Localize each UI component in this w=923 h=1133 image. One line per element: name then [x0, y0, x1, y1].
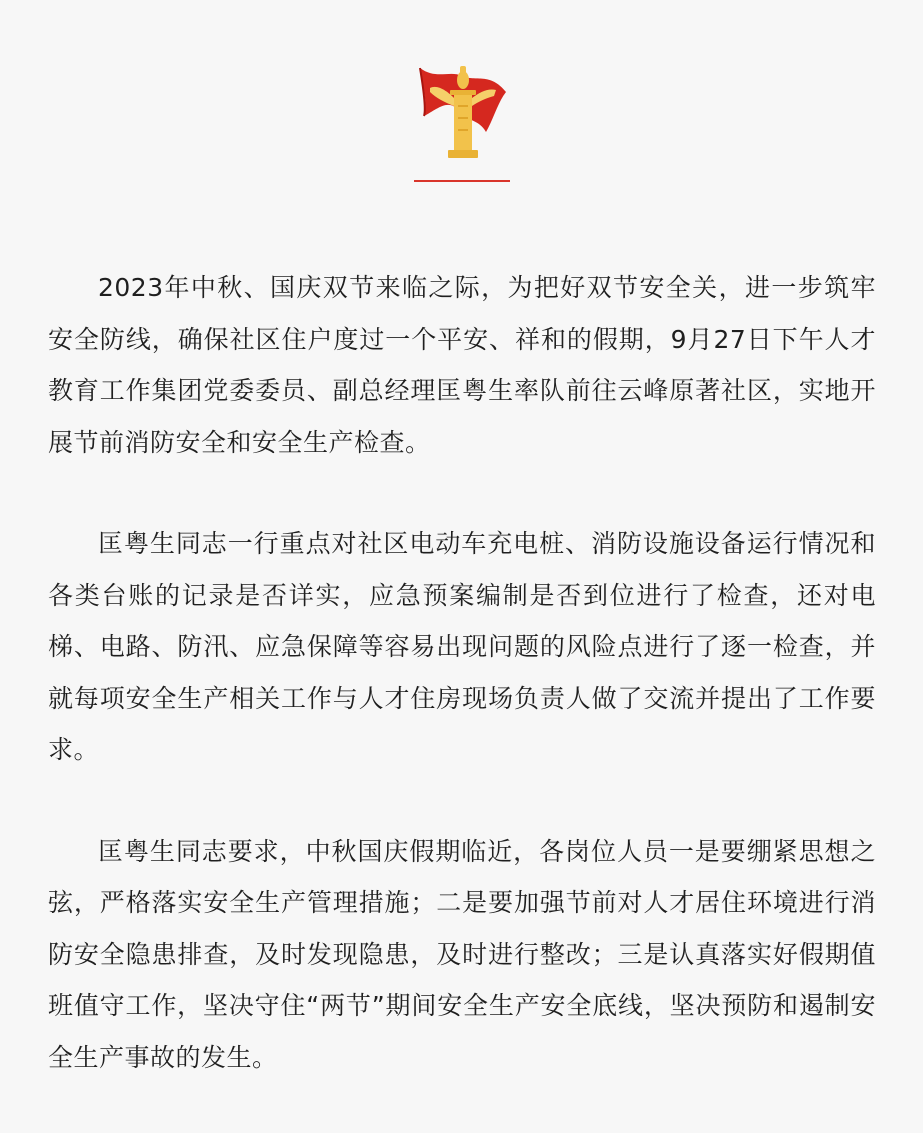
article-body [48, 262, 876, 1133]
paragraph-2: 匡粤生同志一行重点对社区电动车充电桩、消防设施设备运行情况和各类台账的记录是否详实，应急预案编制是否到位进行了检查，还对电梯、电路、防汛、应急保障等容易出现问题的风险点进行了逐一检查，并就每项安全生产相关工作与人才住房现场负责人做了交流并提出了工作要求。 [48, 529, 876, 764]
huabiao-flag-emblem-icon [414, 62, 512, 162]
paragraph-3: 匡粤生同志要求，中秋国庆假期临近，各岗位人员一是要绷紧思想之弦，严格落实安全生产管理措施；二是要加强节前对人才居住环境进行消防安全隐患排查，及时发现隐患，及时进行整改；三是认真落实好假期值班值守工作，坚决守住“两节”期间安全生产安全底线，坚决预防和遏制安全生产事故的发生。 [48, 836, 876, 1072]
header-divider [414, 180, 510, 182]
paragraph-1: 2023年中秋、国庆双节来临之际，为把好双节安全关，进一步筑牢安全防线，确保社区住户度过一个平安、祥和的假期，9月27日下午人才教育工作集团党委委员、副总经理匡粤生率队前往云峰原著社区，实地开展节前消防安全和安全生产检查。 [48, 273, 876, 457]
